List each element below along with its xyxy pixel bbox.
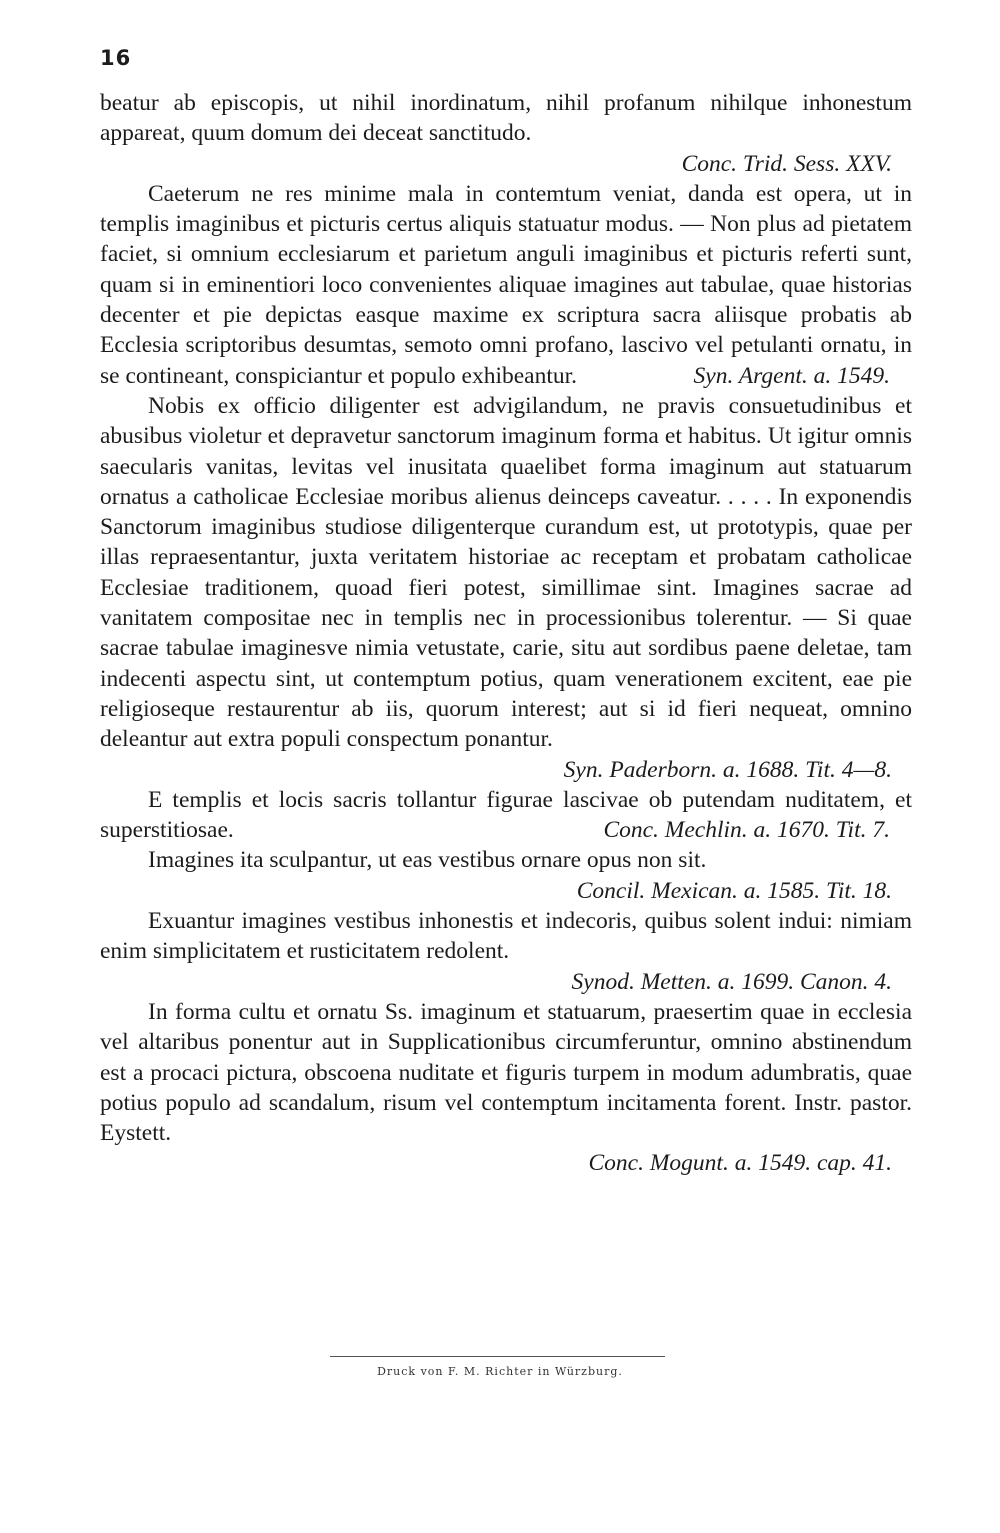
citation: Syn. Argent. a. 1549. — [693, 362, 890, 389]
paragraph-text: Exuantur imagines vestibus inhonestis et indecoris, quibus solent indui: nimiam enim simplicitatem et rusticitatem redolent. — [100, 908, 912, 965]
paragraph-text: E templis et locis sacris tollantur figurae lascivae ob putendam nuditatem, et superstitiosae. — [100, 786, 912, 844]
citation: Conc. Trid. Sess. XXV. — [681, 150, 892, 177]
citation: Syn. Paderborn. a. 1688. Tit. 4—8. — [563, 756, 892, 783]
footer-rule — [330, 1356, 665, 1357]
citation: Synod. Metten. a. 1699. Canon. 4. — [571, 968, 892, 995]
paragraph-3 — [100, 391, 912, 785]
printer-imprint: Druck von F. M. Richter in Würzburg. — [377, 1365, 623, 1378]
paragraph-4 — [100, 785, 912, 846]
paragraph-text: Caeterum ne res minime mala in contemtum veniat, danda est opera, ut in templis imaginibus et picturis certus aliquis statuatur modus. — Non plus ad pietatem faciet, si omnium ecclesiarum et parietum anguli imaginibus et picturis referti sunt, quam si in eminentiori loco convenientes aliquae imagines aut tabulae, quae historias decenter et pie depictas easque maxime ex scriptura sacra aliisque probatis ab Ecclesia scriptoribus desumtas, semoto omni profano, lascivo vel petulanti ornatu, in se contineant, conspiciantur et populo exhibeantur. — [100, 180, 912, 389]
citation: Conc. Mechlin. a. 1670. Tit. 7. — [603, 817, 890, 844]
paragraph-text: beatur ab episcopis, ut nihil inordinatum, nihil profanum nihilque inhonestum appareat, quum domum dei deceat sanctitudo. — [100, 90, 912, 147]
paragraph-1 — [100, 88, 912, 179]
paragraph-6 — [100, 906, 912, 997]
citation: Concil. Mexican. a. 1585. Tit. 18. — [576, 877, 892, 904]
paragraph-text: In forma cultu et ornatu Ss. imaginum et statuarum, praesertim quae in ecclesia vel altaribus ponentur aut in Supplicationibus circumferuntur, omnino abstinendum est a procaci pictura, obscoena nuditate et figuris turpem in modum adumbratis, quae potius populo ad scandalum, risum vel contemptum incitamenta forent. Instr. pastor. Eystett. — [100, 998, 912, 1147]
page-number: 16 — [100, 46, 132, 70]
paragraph-5 — [100, 845, 912, 906]
paragraph-2 — [100, 179, 912, 391]
body-text — [100, 88, 912, 1179]
citation: Conc. Mogunt. a. 1549. cap. 41. — [588, 1150, 892, 1177]
paragraph-7 — [100, 997, 912, 1179]
paragraph-text: Nobis ex officio diligenter est advigilandum, ne pravis consuetudinibus et abusibus violetur et depravetur sanctorum imaginum forma et habitus. Ut igitur omnis saecularis vanitas, levitas vel inusitata quaelibet forma imaginum aut statuarum ornatus a catholicae Ecclesiae moribus alienus deinceps caveatur. . . . . In exponendis Sanctorum imaginibus studiose diligenterque curandum est, ut prototypis, quae per illas repraesentantur, juxta veritatem historiae ac receptam et probatam catholicae Ecclesiae traditionem, quoad fieri potest, simillimae sint. Imagines sacrae ad vanitatem compositae nec in templis nec in processionibus tolerentur. — Si quae sacrae tabulae imaginesve nimia vetustate, carie, situ aut sordibus paene deletae, tam indecenti aspectu sint, ut contemptum potius, quam venerationem excitent, eae pie religioseque restaurentur ab iis, quorum interest; aut si id fieri nequeat, omnino deleantur aut extra populi conspectum ponantur. — [100, 392, 912, 753]
paragraph-text: Imagines ita sculpantur, ut eas vestibus ornare opus non sit. — [148, 847, 707, 874]
